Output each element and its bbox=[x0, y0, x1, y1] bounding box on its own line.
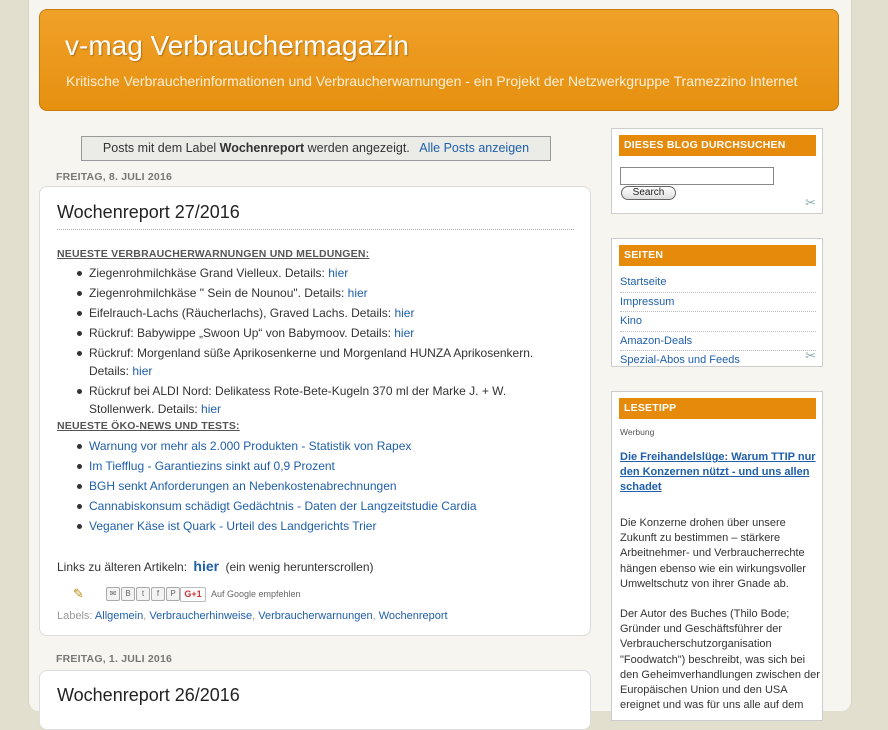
search-widget bbox=[611, 128, 823, 214]
warning-item bbox=[76, 304, 536, 322]
eco-news-item bbox=[76, 517, 536, 535]
older-articles-link[interactable]: hier bbox=[193, 558, 220, 574]
labels-prefix: Labels: bbox=[57, 610, 95, 622]
eco-news-list bbox=[76, 437, 536, 537]
page-link[interactable]: Spezial-Abos und Feeds bbox=[620, 354, 740, 366]
details-link[interactable]: hier bbox=[132, 364, 153, 378]
warning-text: Rückruf bei ALDI Nord: Delikatess Rote-Bete-Kugeln 370 ml der Marke J. + W. Stollenwerk. Details: bbox=[89, 384, 507, 416]
ad-label: Werbung bbox=[620, 427, 655, 437]
details-link[interactable]: hier bbox=[347, 286, 368, 300]
details-link[interactable]: hier bbox=[201, 402, 222, 416]
eco-news-link[interactable]: Cannabiskonsum schädigt Gedächtnis - Daten der Langzeitstudie Cardia bbox=[89, 499, 477, 513]
status-suffix: werden angezeigt. bbox=[304, 141, 410, 155]
book-link[interactable]: Die Freihandelslüge: Warum TTIP nur den Konzernen nützt - und uns allen schadet bbox=[620, 451, 816, 493]
warning-item bbox=[76, 284, 536, 302]
post bbox=[39, 670, 591, 730]
status-label: Wochenreport bbox=[219, 141, 305, 155]
label-link[interactable]: Allgemein bbox=[94, 610, 144, 622]
status-message bbox=[81, 136, 551, 161]
eco-news-item bbox=[76, 457, 536, 475]
warning-text: Rückruf: Babywippe „Swoon Up“ von Babymoov. Details: bbox=[89, 326, 395, 340]
search-widget-title: DIESES BLOG DURCHSUCHEN bbox=[619, 135, 816, 156]
older-suffix: (ein wenig herunterscrollen) bbox=[225, 560, 374, 574]
post-title[interactable]: Wochenreport 26/2016 bbox=[57, 685, 240, 705]
warning-text: Rückruf: Morgenland süße Aprikosenkerne und Morgenland HUNZA Aprikosenkern. Details: bbox=[89, 346, 534, 378]
blog-header bbox=[39, 9, 839, 111]
details-link[interactable]: hier bbox=[394, 326, 415, 340]
blog-title[interactable]: v-mag Verbrauchermagazin bbox=[65, 30, 409, 61]
label-link[interactable]: Verbraucherwarnungen bbox=[258, 610, 373, 622]
book-description-2: Der Autor des Buches (Thilo Bode; Gründer und Geschäftsführer der Verbraucherschutzorganisation "Foodwatch") beschreibt, was sich bei den Geheimverhandlungen zwischen der Europäischen Union und den USA ereignet und was für uns alle auf dem bbox=[620, 608, 820, 712]
search-input[interactable] bbox=[620, 167, 774, 185]
edit-pencil-icon[interactable]: ✎ bbox=[73, 586, 84, 601]
status-prefix: Posts mit dem Label bbox=[102, 141, 220, 155]
google-plus-button[interactable]: G+1 bbox=[180, 587, 206, 602]
details-link[interactable]: hier bbox=[394, 306, 415, 320]
label-link[interactable]: Verbraucherhinweise bbox=[149, 610, 253, 622]
warning-item bbox=[76, 324, 536, 342]
older-articles bbox=[57, 558, 374, 574]
page-link[interactable]: Impressum bbox=[620, 293, 816, 313]
search-button[interactable]: Search bbox=[621, 186, 676, 200]
pages-widget-title: SEITEN bbox=[619, 245, 816, 266]
blog-description: Kritische Verbraucherinformationen und Verbraucherwarnungen - ein Projekt der Netzwerkgruppe Tramezzino Internet bbox=[66, 73, 798, 89]
pages-list bbox=[620, 273, 816, 371]
post bbox=[39, 186, 591, 636]
post-date-header: FREITAG, 8. JULI 2016 bbox=[56, 171, 173, 183]
title-divider bbox=[57, 229, 574, 230]
details-link[interactable]: hier bbox=[328, 266, 349, 280]
eco-news-item bbox=[76, 437, 536, 455]
lesetipp-widget-title: LESETIPP bbox=[619, 398, 816, 419]
book-description-1: Die Konzerne drohen über unsere Zukunft zu bestimmen – stärkere Arbeitnehmer- und Verbraucherrechte hängen ebenso wie ein wirkungsvoller Umweltschutz von ihrer Gnade ab. bbox=[620, 517, 806, 590]
eco-news-item bbox=[76, 477, 536, 495]
blog-share-icon[interactable]: B bbox=[121, 587, 135, 601]
warnings-list bbox=[76, 264, 536, 420]
page-link[interactable]: Startseite bbox=[620, 273, 816, 293]
google-plus-text: Auf Google empfehlen bbox=[211, 589, 301, 599]
pages-widget bbox=[611, 238, 823, 367]
section-heading-eco-news: NEUESTE ÖKO-NEWS UND TESTS: bbox=[57, 420, 240, 432]
tools-icon[interactable]: ✂ bbox=[805, 348, 816, 363]
page-link[interactable]: Amazon-Deals bbox=[620, 332, 816, 352]
post-labels: Labels: Allgemein, Verbraucherhinweise, Verbraucherwarnungen, Wochenreport bbox=[57, 610, 448, 622]
warning-text: Eifelrauch-Lachs (Räucherlachs), Graved Lachs. Details: bbox=[89, 306, 395, 320]
warning-text: Ziegenrohmilchkäse Grand Vielleux. Details: bbox=[89, 266, 329, 280]
tools-icon[interactable]: ✂ bbox=[805, 195, 816, 210]
section-heading-warnings: NEUESTE VERBRAUCHERWARNUNGEN UND MELDUNGEN: bbox=[57, 248, 370, 260]
warning-item bbox=[76, 264, 536, 282]
label-link[interactable]: Wochenreport bbox=[378, 610, 448, 622]
warning-item bbox=[76, 382, 536, 418]
eco-news-link[interactable]: Warnung vor mehr als 2.000 Produkten - Statistik von Rapex bbox=[89, 439, 412, 453]
eco-news-link[interactable]: BGH senkt Anforderungen an Nebenkostenabrechnungen bbox=[89, 479, 397, 493]
eco-news-link[interactable]: Veganer Käse ist Quark - Urteil des Landgerichts Trier bbox=[89, 519, 377, 533]
lesetipp-widget bbox=[611, 391, 823, 721]
post-date-header: FREITAG, 1. JULI 2016 bbox=[56, 653, 173, 665]
warning-item bbox=[76, 344, 536, 380]
post-title[interactable]: Wochenreport 27/2016 bbox=[57, 202, 240, 222]
page-link[interactable]: Kino bbox=[620, 312, 816, 332]
eco-news-item bbox=[76, 497, 536, 515]
older-prefix: Links zu älteren Artikeln: bbox=[57, 560, 188, 574]
email-share-icon[interactable]: ✉ bbox=[106, 587, 120, 601]
facebook-share-icon[interactable]: f bbox=[151, 587, 165, 601]
show-all-posts-link[interactable]: Alle Posts anzeigen bbox=[419, 141, 530, 155]
eco-news-link[interactable]: Im Tiefflug - Garantiezins sinkt auf 0,9 Prozent bbox=[89, 459, 335, 473]
warning-text: Ziegenrohmilchkäse " Sein de Nounou". Details: bbox=[89, 286, 348, 300]
pinterest-share-icon[interactable]: P bbox=[166, 587, 180, 601]
twitter-share-icon[interactable]: t bbox=[136, 587, 150, 601]
